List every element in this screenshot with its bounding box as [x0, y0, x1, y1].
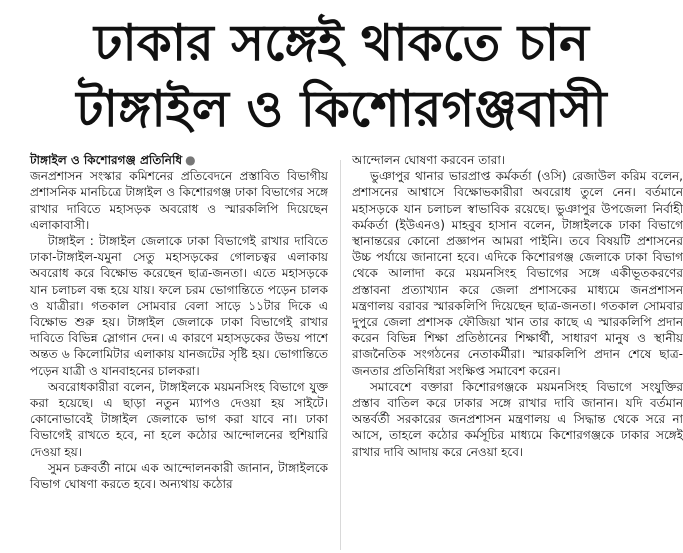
- article-column-left: [0, 152, 328, 553]
- left-paragraph-3: অবরোধকারীরা বলেন, টাঙ্গাইলকে ময়মনসিংহ বিভাগে যুক্ত করা হয়েছে। এ ছাড়া নতুন ম্যাপও দেওয়া হয় সাইটে। কোনোভাবেই টাঙ্গাইল জেলাকে ভাগ করা যাবে না। ঢাকা বিভাগেই রাখতে হবে, না হলে কঠোর আন্দোলনের হুশিয়ারি দেওয়া হয়।: [30, 379, 328, 459]
- bullet-icon: ●: [185, 153, 196, 167]
- left-paragraph-2: টাঙ্গাইল : টাঙ্গাইল জেলাকে ঢাকা বিভাগেই রাখার দাবিতে ঢাকা-টাঙ্গাইল-যমুনা সেতু মহাসড়কের গোলচত্বর এলাকায় অবরোধ করে বিক্ষোভ করেছেন ছাত্র-জনতা। এতে মহাসড়কে যান চলাচল বন্ধ হয়ে যায়। ফলে চরম ভোগান্তিতে পড়েন চালক ও যাত্রীরা। গতকাল সোমবার বেলা সাড়ে ১১টার দিকে এ বিক্ষোভ শুরু হয়। টাঙ্গাইল জেলাকে ঢাকা বিভাগেই রাখার দাবিতে বিভিন্ন স্লোগান দেন। এ কারণে মহাসড়কের উভয় পাশে অন্তত ৬ কিলোমিটার এলাকায় যানজটের সৃষ্টি হয়। ভোগান্তিতে পড়েন যাত্রী ও যানবাহনের চালকরা।: [30, 234, 328, 378]
- headline-line-1: ঢাকার সঙ্গেই থাকতে চান: [93, 13, 590, 72]
- right-paragraph-3: সমাবেশে বক্তারা কিশোরগঞ্জকে ময়মনসিংহ বিভাগে সংযুক্তির প্রস্তাব বাতিল করে ঢাকার সঙ্গে রাখার দাবি জানান। যদি বর্তমান অন্তর্বর্তী সরকারের জনপ্রশাসন মন্ত্রণালয় এ সিদ্ধান্ত থেকে সরে না আসে, তাহলে কঠোর কর্মসূচির মাধ্যমে কিশোরগঞ্জকে ঢাকার সঙ্গেই রাখার দাবি আদায় করে নেওয়া হবে।: [352, 379, 683, 459]
- headline-line-2: টাঙ্গাইল ও কিশোরগঞ্জবাসী: [76, 79, 607, 138]
- headline: [0, 0, 683, 150]
- byline-text: টাঙ্গাইল ও কিশোরগঞ্জ প্রতিনিধি: [30, 153, 183, 167]
- byline: [30, 152, 328, 168]
- column-divider: [340, 160, 341, 550]
- article-column-right: [352, 152, 683, 553]
- left-paragraph-4: সুমন চক্রবর্তী নামে এক আন্দোলনকারী জানান, টাঙ্গাইলকে বিভাগ ঘোষণা করতে হবে। অন্যথায় কঠোর: [30, 460, 328, 492]
- left-paragraph-1: জনপ্রশাসন সংস্কার কমিশনের প্রতিবেদনে প্রস্তাবিত বিভাগীয় প্রশাসনিক মানচিত্রে টাঙ্গাইল ও কিশোরগঞ্জ ঢাকা বিভাগের সঙ্গে রাখার দাবিতে মহাসড়ক অবরোধ ও স্মারকলিপি দিয়েছেন এলাকাবাসী।: [30, 169, 328, 232]
- right-paragraph-1: আন্দোলন ঘোষণা করবেন তারা।: [352, 153, 506, 167]
- right-paragraph-2: ভুঞাপুর থানার ভারপ্রাপ্ত কর্মকর্তা (ওসি) রেজাউল করিম বলেন, প্রশাসনের আশ্বাসে বিক্ষোভকারীরা অবরোধ তুলে নেন। বর্তমানে মহাসড়কে যান চলাচল স্বাভাবিক রয়েছে। ভুঞাপুর উপজেলা নির্বাহী কর্মকর্তা (ইউএনও) মাহবুব হাসান বলেন, টাঙ্গাইলকে ঢাকা বিভাগে স্থানান্তরের কোনো প্রজ্ঞাপন আমরা পাইনি। তবে বিষয়টি প্রশাসনের উচ্চ পর্যায়ে জানানো হবে। এদিকে কিশোরগঞ্জ জেলাকে ঢাকা বিভাগ থেকে আলাদা করে ময়মনসিংহ বিভাগের সঙ্গে একীভূতকরণের প্রস্তাবনা প্রত্যাখ্যান করে জেলা প্রশাসকের মাধ্যমে জনপ্রশাসন মন্ত্রণালয় বরাবর স্মারকলিপি দিয়েছেন ছাত্র-জনতা। গতকাল সোমবার দুপুরে জেলা প্রশাসক ফৌজিয়া খান তার কাছে এ স্মারকলিপি প্রদান করেন বিভিন্ন শিক্ষা প্রতিষ্ঠানের শিক্ষার্থী, সাধারণ মানুষ ও স্থানীয় রাজনৈতিক সংগঠনের নেতাকর্মীরা। স্মারকলিপি প্রদান শেষে ছাত্র-জনতার প্রতিনিধিরা সংক্ষিপ্ত সমাবেশ করেন।: [352, 169, 683, 378]
